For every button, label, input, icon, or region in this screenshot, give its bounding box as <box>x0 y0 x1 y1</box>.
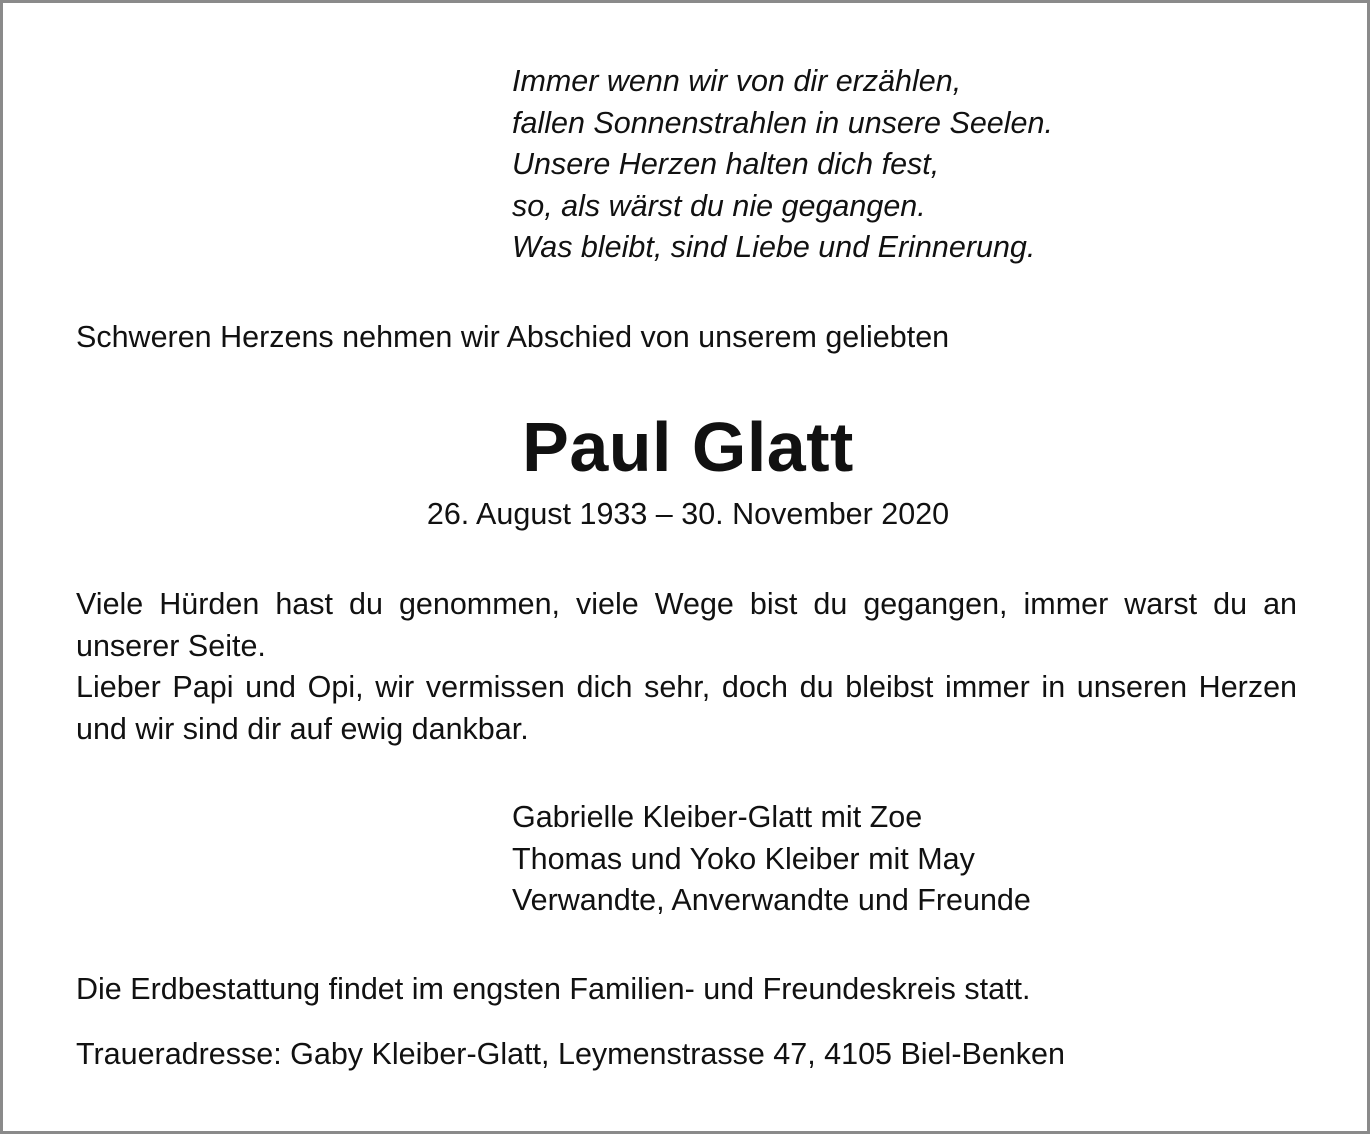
deceased-name: Paul Glatt <box>522 408 854 486</box>
poem-line: fallen Sonnenstrahlen in unsere Seelen. <box>512 105 1053 140</box>
poem-line: Was bleibt, sind Liebe und Erinnerung. <box>512 230 1036 264</box>
poem-line: so, als wärst du nie gegangen. <box>512 188 926 223</box>
mourning-address: Traueradresse: Gaby Kleiber-Glatt, Leymenstrasse 47, 4105 Biel-Benken <box>76 1037 1065 1071</box>
mourners-list <box>512 797 1031 922</box>
poem <box>512 61 1053 269</box>
burial-note: Die Erdbestattung findet im engsten Familien- und Freundeskreis statt. <box>76 972 1031 1006</box>
tribute-text <box>76 584 1297 750</box>
tribute-paragraph: Viele Hürden hast du genommen, viele Wege bist du gegangen, immer warst du an unserer Seite. <box>76 587 1297 663</box>
life-dates: 26. August 1933 – 30. November 2020 <box>426 497 950 531</box>
intro-text: Schweren Herzens nehmen wir Abschied von unserem geliebten <box>76 320 950 354</box>
poem-line: Immer wenn wir von dir erzählen, <box>512 64 962 98</box>
tribute-paragraph: Lieber Papi und Opi, wir vermissen dich sehr, doch du bleibst immer in unseren Herzen und wir sind dir auf ewig dankbar. <box>76 670 1297 746</box>
poem-line: Unsere Herzen halten dich fest, <box>512 147 940 181</box>
mourner-line: Verwandte, Anverwandte und Freunde <box>512 883 1031 917</box>
mourner-line: Thomas und Yoko Kleiber mit May <box>512 841 975 876</box>
mourner-line: Gabrielle Kleiber-Glatt mit Zoe <box>512 800 923 834</box>
